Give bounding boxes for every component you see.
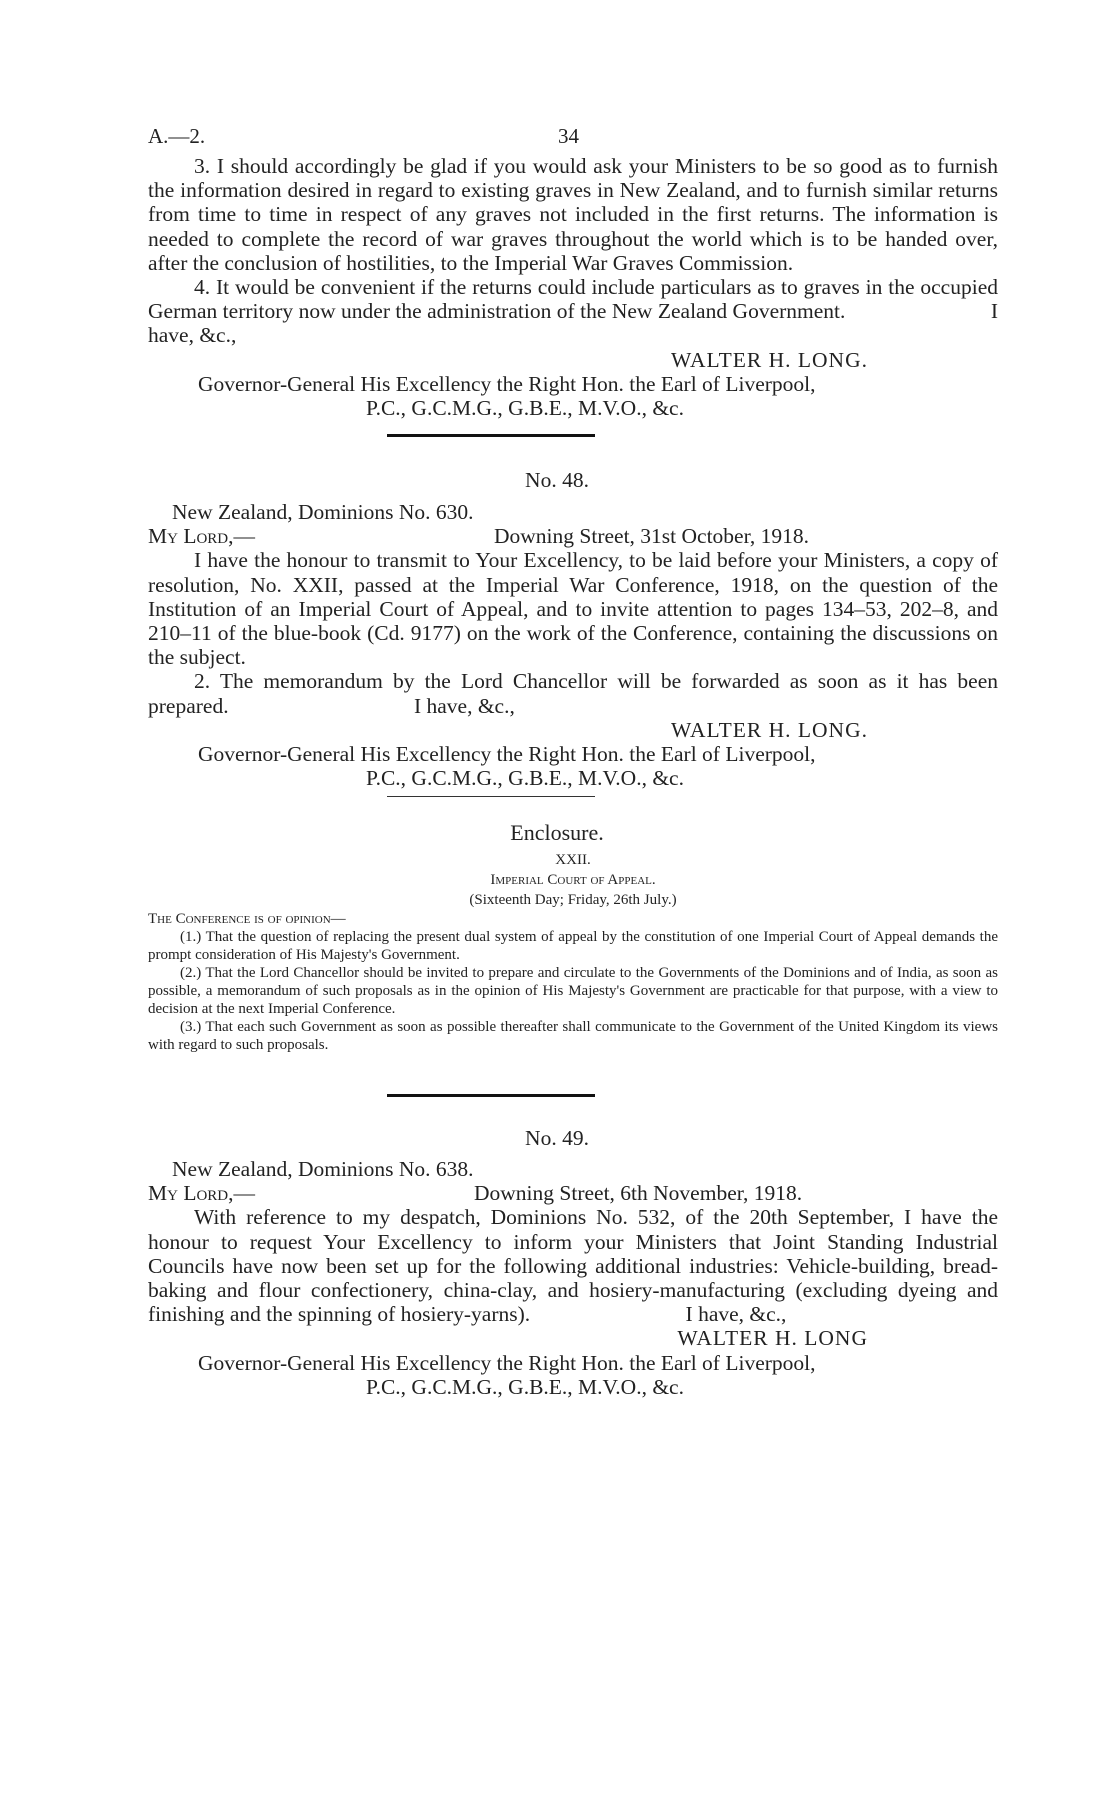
salutation-row — [148, 1181, 998, 1205]
recipient-line-1: Governor-General His Excellency the Right Hon. the Earl of Liverpool, — [198, 371, 816, 396]
recipient-line-2: P.C., G.C.M.G., G.B.E., M.V.O., &c. — [366, 396, 684, 421]
paragraph-1: With reference to my despatch, Dominions No. 532, of the 20th September, I have the honour to request Your Excellency to inform your Ministers that Joint Standing Industrial Councils have now been set up for the following additional industries: Vehicle-building, bread-baking and flour confectionery, china-clay, and hosiery-manufacturing (excluding dyeing and finishing and the spinning of hosiery-yarns). I have, &c., — [148, 1205, 998, 1327]
section-divider — [387, 1094, 595, 1097]
salutation: My Lord,— — [148, 1181, 256, 1206]
page-number: 34 — [558, 124, 579, 148]
closing: I have, &c., — [413, 693, 515, 718]
despatch-number-48: No. 48. — [525, 468, 589, 492]
resolution-heading: Imperial Court of Appeal. — [490, 872, 656, 888]
enclosure-body — [148, 850, 998, 1054]
section-divider — [387, 434, 595, 437]
recipient-line-1: Governor-General His Excellency the Right Hon. the Earl of Liverpool, — [198, 1350, 816, 1375]
despatch-48 — [148, 500, 998, 790]
recipient-line-2: P.C., G.C.M.G., G.B.E., M.V.O., &c. — [366, 766, 684, 791]
recipient-line-1: Governor-General His Excellency the Right Hon. the Earl of Liverpool, — [198, 742, 816, 767]
section-divider-thin — [387, 796, 595, 797]
closing: I have, &c., — [148, 299, 999, 348]
place-date: Downing Street, 31st October, 1918. — [494, 524, 810, 549]
despatch-number-49: No. 49. — [525, 1126, 589, 1150]
document-reference: A.—2. — [148, 124, 206, 148]
resolution-number: XXII. — [555, 852, 591, 868]
resolution-intro: The Conference is of opinion— — [148, 911, 346, 927]
signature: WALTER H. LONG. — [671, 717, 868, 742]
resolution-item-1: (1.) That the question of replacing the present dual system of appeal by the constitution of one Imperial Court of Appeal demands the prompt consideration of His Majesty's Government. — [148, 929, 998, 963]
salutation: My Lord,— — [148, 524, 256, 549]
resolution-item-3: (3.) That each such Government as soon as possible thereafter shall communicate to the Government of the United Kingdom its views with regard to such proposals. — [148, 1019, 998, 1053]
signature: WALTER H. LONG. — [671, 347, 868, 372]
salutation-row — [148, 524, 998, 548]
closing: I have, &c., — [685, 1302, 787, 1327]
paragraph-3: 3. I should accordingly be glad if you would ask your Ministers to be so good as to furnish the information desired in regard to existing graves in New Zealand, and to furnish similar returns from time to time in respect of any graves not included in the first returns. The information is needed to complete the record of war graves throughout the world which is to be handed over, after the conclusion of hostilities, to the Imperial War Graves Commission. — [148, 154, 998, 275]
despatch-49 — [148, 1157, 998, 1399]
resolution-subheading: (Sixteenth Day; Friday, 26th July.) — [469, 892, 677, 908]
paragraph-1: I have the honour to transmit to Your Excellency, to be laid before your Ministers, a copy of resolution, No. XXII, passed at the Imperial War Conference, 1918, on the question of the Institution of an Imperial Court of Appeal, and to invite attention to pages 134–53, 202–8, and 210–11 of the blue-book (Cd. 9177) on the work of the Conference, containing the discussions on the subject. — [148, 548, 998, 670]
paragraph-4: 4. It would be convenient if the returns could include particulars as to graves in the occupied German territory now under the administration of the New Zealand Government. I have, &c., — [148, 275, 999, 348]
recipient-line-2: P.C., G.C.M.G., G.B.E., M.V.O., &c. — [366, 1374, 684, 1399]
resolution-item-2: (2.) That the Lord Chancellor should be invited to prepare and circulate to the Governments of the Dominions and of India, as soon as possible, a memorandum of such proposals as in the opinion of His Majesty's Government are practicable for that purpose, with a view to decision at the next Imperial Conference. — [148, 965, 998, 1017]
dominion-reference: New Zealand, Dominions No. 638. — [172, 1157, 474, 1181]
place-date: Downing Street, 6th November, 1918. — [474, 1181, 803, 1206]
signature: WALTER H. LONG — [677, 1326, 868, 1351]
paragraph-2: 2. The memorandum by the Lord Chancellor will be forwarded as soon as it has been prepared. I have, &c., — [148, 669, 998, 718]
letter-continuation — [148, 154, 998, 420]
dominion-reference: New Zealand, Dominions No. 630. — [172, 500, 474, 524]
enclosure-title: Enclosure. — [510, 820, 604, 845]
